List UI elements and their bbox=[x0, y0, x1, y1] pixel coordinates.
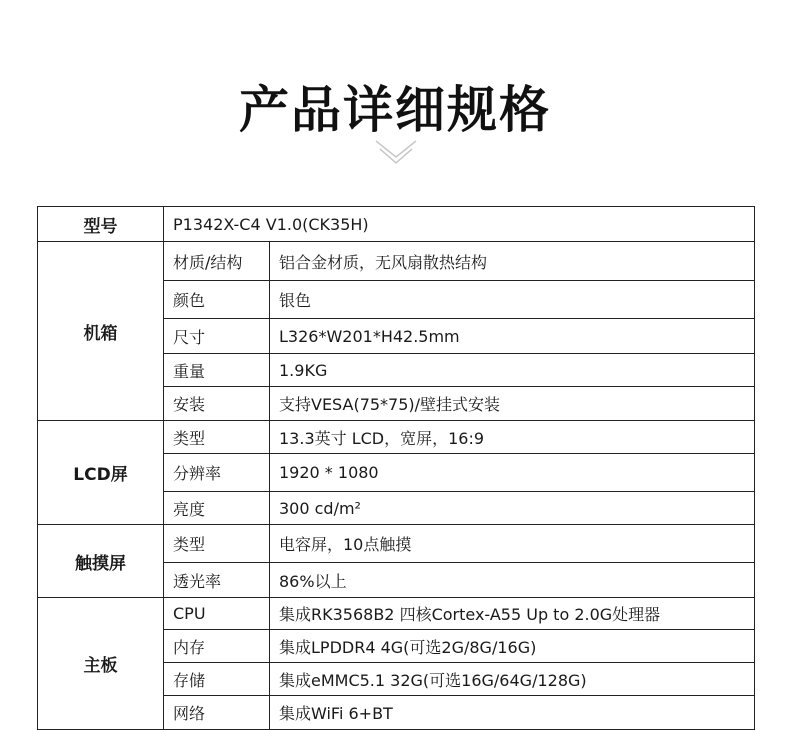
row-value: 银色 bbox=[270, 281, 755, 319]
group-name: LCD屏 bbox=[38, 421, 164, 525]
row-label: 尺寸 bbox=[164, 319, 270, 354]
row-value: 300 cd/m² bbox=[270, 492, 755, 525]
group-name: 主板 bbox=[38, 598, 164, 730]
table-row bbox=[38, 242, 755, 281]
row-label: 内存 bbox=[164, 630, 270, 663]
row-value: 集成RK3568B2 四核Cortex-A55 Up to 2.0G处理器 bbox=[270, 598, 755, 630]
table-row bbox=[38, 421, 755, 454]
group-name: 触摸屏 bbox=[38, 525, 164, 598]
table-row bbox=[38, 525, 755, 563]
model-value: P1342X-C4 V1.0(CK35H) bbox=[164, 207, 755, 242]
row-label: 类型 bbox=[164, 525, 270, 563]
row-label: 亮度 bbox=[164, 492, 270, 525]
row-value: 铝合金材质，无风扇散热结构 bbox=[270, 242, 755, 281]
page-title: 产品详细规格 bbox=[239, 81, 551, 139]
group-name: 机箱 bbox=[38, 242, 164, 421]
table-row bbox=[38, 598, 755, 630]
row-label: 颜色 bbox=[164, 281, 270, 319]
row-value: 86%以上 bbox=[270, 563, 755, 598]
row-label: 存储 bbox=[164, 663, 270, 696]
row-value: 电容屏，10点触摸 bbox=[270, 525, 755, 563]
row-value: 集成eMMC5.1 32G(可选16G/64G/128G) bbox=[270, 663, 755, 696]
row-value: 13.3英寸 LCD，宽屏，16:9 bbox=[270, 421, 755, 454]
row-label: CPU bbox=[164, 598, 270, 630]
row-label: 材质/结构 bbox=[164, 242, 270, 281]
row-label: 分辨率 bbox=[164, 454, 270, 492]
model-label: 型号 bbox=[38, 207, 164, 242]
row-label: 透光率 bbox=[164, 563, 270, 598]
row-label: 类型 bbox=[164, 421, 270, 454]
chevron-down-icon bbox=[375, 138, 417, 168]
row-value: 1920 * 1080 bbox=[270, 454, 755, 492]
row-value: 支持VESA(75*75)/壁挂式安装 bbox=[270, 387, 755, 421]
row-label: 网络 bbox=[164, 696, 270, 730]
row-label: 重量 bbox=[164, 354, 270, 387]
row-value: 1.9KG bbox=[270, 354, 755, 387]
table-row bbox=[38, 207, 755, 242]
row-value: L326*W201*H42.5mm bbox=[270, 319, 755, 354]
row-value: 集成LPDDR4 4G(可选2G/8G/16G) bbox=[270, 630, 755, 663]
row-value: 集成WiFi 6+BT bbox=[270, 696, 755, 730]
spec-table bbox=[37, 206, 755, 730]
row-label: 安装 bbox=[164, 387, 270, 421]
